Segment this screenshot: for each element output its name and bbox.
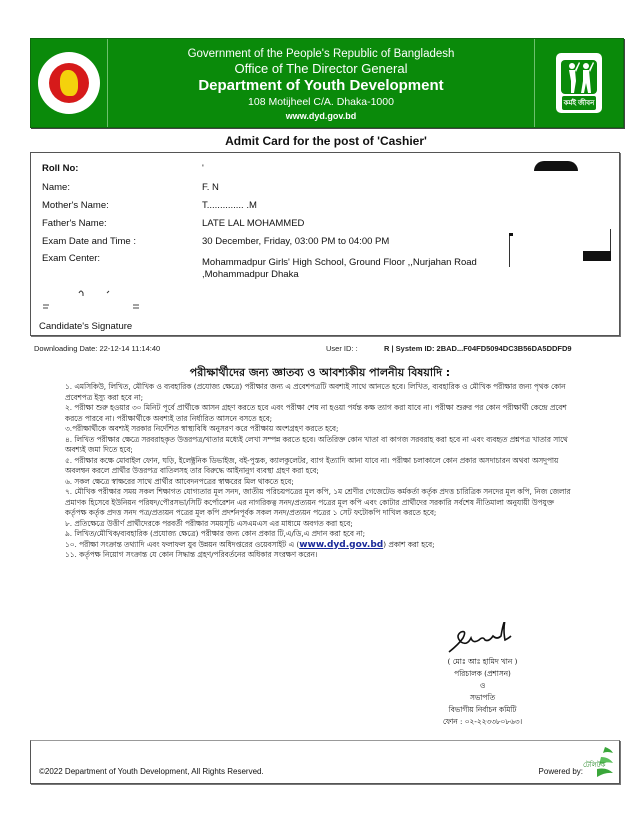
- rule-item: ৭. মৌখিক পরীক্ষার সময় সকল শিক্ষাগত যোগ্যতার মূল সনদ, জাতীয় পরিচয়পত্রের মূল কপি, ১ম শ্রেণীর গেজেটেড কর্মকর্তা কর্তৃক প্রদত্ত চারিত্রিক সনদের মূল কপি, নিজ জেলার প্রমাণক হিসেবে ইউনিয়ন পরিষদ/পৌরসভা/সিটি কর্পোরেশন এর নাগরিকত্ব সনদ/প্রত্যয়ন পত্রের মূল কপি এবং কোটার প্রার্থীদের সরকারি সর্বশেষ নীতিমালা অনুযায়ী উপযুক্ত কর্তৃপক্ষ কর্তৃক প্রদত্ত সনদ পত্র/প্রত্যয়ন পত্রের মূল কপি প্রদর্শনপূর্বক সকল সনদ/প্রত্যয়ন পত্রের ১ সেট ফটোকপি দাখিল করতে হবে;: [65, 487, 571, 517]
- exam-center-label: Exam Center:: [42, 253, 101, 264]
- signatory-designation: পরিচালক (প্রশাসন): [454, 669, 511, 678]
- official-signature-image: [443, 622, 523, 656]
- bangladesh-govt-seal-icon: [38, 52, 100, 114]
- candidate-photo: [495, 157, 611, 297]
- signatory-name: ( মোঃ আঃ হামিদ খান ): [447, 657, 518, 666]
- rule-item: ৮. প্রতিক্ষেত্রে উত্তীর্ণ প্রার্থীদেরকে পরবর্তী পরীক্ষার সময়সূচি এসএমএস এর মাধ্যমে অবগত করা হবে;: [65, 518, 353, 528]
- signatory-phone: ফোন : ০২-২২৩৩৮০৮৬৩।: [442, 717, 523, 726]
- signatory-and: ও: [479, 681, 486, 690]
- svg-text:টেলিটক: টেলিটক: [583, 761, 606, 769]
- rule-item: ১১. কর্তৃপক্ষ নিয়োগ সংক্রান্ত যে কোন সিদ্ধান্ত গ্রহণ/পরিবর্তনের অধিকার সংরক্ষণ করেন।: [65, 550, 318, 559]
- footer: [30, 740, 620, 784]
- header-website: www.dyd.gov.bd: [285, 111, 357, 121]
- rule-item: ১. এমসিকিউ, লিখিত, মৌখিক ও ব্যবহারিক (প্রযোজ্য ক্ষেত্রে) পরীক্ষার জন্য এ প্রবেশপত্রটি অবশ্যই সাথে আনতে হবে। লিখিত, ব্যবহারিক ও মৌখিক পরীক্ষার জন্য পৃথক কোন প্রবেশপত্র ইস্যু করা হবে না;: [65, 382, 566, 402]
- signatory-role: সভাপতি: [470, 693, 495, 702]
- rule-item: ৫. পরীক্ষার কক্ষে মোবাইল ফোন, ঘড়ি, ইলেক্ট্রনিক ডিভাইজ, বই-পুস্তক, ক্যালকুলেটর, ব্যাগ ইত্যাদি আনা যাবে না। পরীক্ষা চলাকালে কোন প্রকার অসদাচারন অথবা অসদুপায় অবলম্বন করলে প্রার্থীর উত্তরপত্র বাতিলসহ তার বিরুদ্ধে আইনানুগ ব্যবস্থা গ্রহণ করা হবে;: [65, 455, 559, 475]
- exam-center-value: Mohammadpur Girls' High School, Ground Floor ,,Nurjahan Road ,Mohammadpur Dhaka: [202, 257, 477, 280]
- mother-name-label: Mother's Name:: [42, 200, 109, 211]
- admit-card-title: Admit Card for the post of 'Cashier': [225, 134, 427, 148]
- karmoi-jibon-logo-icon: [556, 53, 602, 113]
- user-id: User ID: :: [326, 344, 358, 353]
- exam-date-value: 30 December, Friday, 03:00 PM to 04:00 PM: [202, 236, 390, 247]
- copyright-text: ©2022 Department of Youth Development, All Rights Reserved.: [39, 767, 264, 776]
- father-name-label: Father's Name:: [42, 218, 107, 229]
- exam-date-label: Exam Date and Time :: [42, 236, 136, 247]
- roll-no-value: ': [202, 163, 204, 174]
- header-govt-line: Government of the People's Republic of Bangladesh: [187, 48, 455, 60]
- rules-list: [65, 382, 575, 561]
- rule-item: ৯. লিখিত/মৌখিক/ব্যবহারিক (প্রযোজ্য ক্ষেত্রে) পরীক্ষার জন্য কোন প্রকার টি,এ/ডি,এ প্রদান করা হবে না;: [65, 529, 366, 538]
- powered-by-label: Powered by:: [538, 767, 583, 776]
- header-address: 108 Motijheel C/A. Dhaka-1000: [248, 96, 394, 108]
- download-date: Downloading Date: 22-12-14 11:14:40: [34, 344, 161, 353]
- header-department: Department of Youth Development: [198, 77, 444, 94]
- govt-seal-container: [31, 39, 108, 127]
- candidate-signature-image: [41, 283, 161, 313]
- teletalk-logo-icon: [583, 745, 615, 781]
- header-office-line: Office of The Director General: [234, 61, 408, 76]
- rule-item: ৪. লিখিত পরীক্ষার ক্ষেত্রে সরবরাহকৃত উত্তরপত্র/খাতার মধ্যেই লেখা সম্পন্ন করতে হবে। অতিরিক্ত কোন খাতা বা কাগজ সরবরাহ করা হবে না এবং ব্যবহৃত প্রশ্নপত্র খাতার সাথে অবশ্যই জমা দিতে হবে;: [65, 434, 568, 454]
- candidate-signature-label: Candidate's Signature: [39, 321, 133, 332]
- signatory-block: [390, 622, 575, 728]
- header-banner: [30, 38, 624, 128]
- dyd-website-link[interactable]: www.dyd.gov.bd: [299, 539, 384, 550]
- roll-no-label: Roll No:: [42, 163, 79, 174]
- karmoi-jibon-text: কর্মই জীবন: [562, 96, 597, 110]
- mother-name-value: T.............. .M: [202, 200, 257, 211]
- rule-item: ৩.পরীক্ষার্থীকে অবশ্যই সরকার নির্দেশিত স্বাস্থ্যবিধি অনুসরণ করে পরীক্ষায় অংশগ্রহণ করতে হবে;: [65, 424, 339, 433]
- rule-item: ২. পরীক্ষা শুরু হওয়ার ৩০ মিনিট পূর্বে প্রার্থীকে আসন গ্রহণ করতে হবে এবং পরীক্ষা শেষ না হওয়া পর্যন্ত কক্ষ ত্যাগ করা যাবে না। পরীক্ষা শুরুর পর কোন পরীক্ষার্থী কেন্দ্রে প্রবেশ করতে পারবে না। পরীক্ষার্থীকে অবশ্যই তার নির্ধারিত আসনে বসতে হবে;: [65, 403, 567, 423]
- rules-title: পরীক্ষার্থীদের জন্য জ্ঞাতব্য ও আবশ্যকীয় পালনীয় বিষয়াদি :: [189, 366, 451, 379]
- rule-item: ৬. সকল ক্ষেত্রে স্বাক্ষরের সাথে প্রার্থীর আবেদনপত্রের স্বাক্ষরের মিল থাকতে হবে;: [65, 476, 294, 486]
- name-value: F. N: [202, 182, 219, 193]
- name-label: Name:: [42, 182, 70, 193]
- signatory-committee: বিভাগীয় নির্বাচন কমিটি: [448, 705, 517, 714]
- karmoi-jibon-container: [534, 39, 623, 127]
- candidate-info-box: [30, 152, 620, 336]
- rule-item-10: ১০. পরীক্ষা সংক্রান্ত তথ্যাদি এবং ফলাফল যুব উন্নয়ন অধিদপ্তরের ওয়েবসাইট এ (www.dyd.gov.bd) প্রকাশ করা হবে;: [65, 539, 435, 550]
- father-name-value: LATE LAL MOHAMMED: [202, 218, 305, 229]
- system-id: R | System ID: 2BAD...F04FD5094DC3B56DA5DDFD9: [384, 344, 572, 353]
